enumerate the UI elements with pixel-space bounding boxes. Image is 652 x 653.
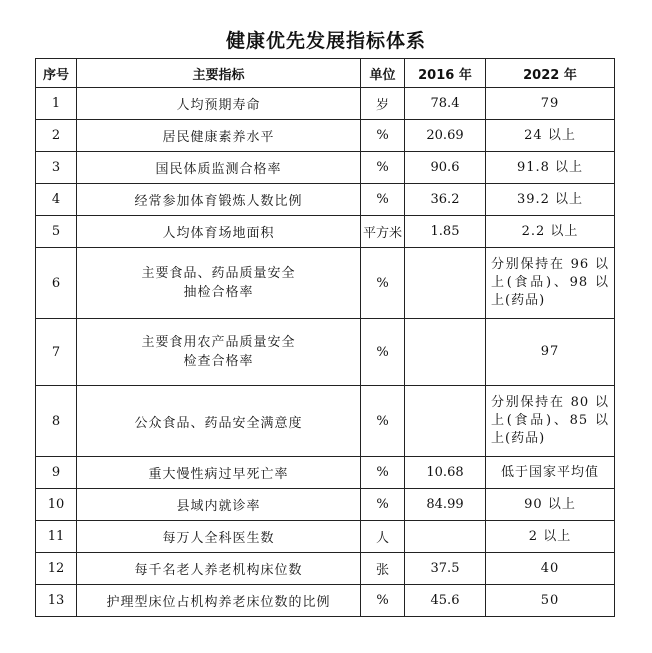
cell-2016: 10.68 <box>405 457 486 489</box>
header-name: 主要指标 <box>77 59 361 88</box>
cell-no: 3 <box>36 152 77 184</box>
cell-unit: 张 <box>361 553 405 585</box>
cell-unit: 平方米 <box>361 216 405 248</box>
cell-unit: % <box>361 585 405 617</box>
cell-no: 9 <box>36 457 77 489</box>
cell-2022: 低于国家平均值 <box>486 457 615 489</box>
cell-name: 人均预期寿命 <box>77 88 361 120</box>
cell-unit: % <box>361 319 405 386</box>
cell-2016 <box>405 248 486 319</box>
cell-no: 10 <box>36 489 77 521</box>
cell-2022: 分别保持在 80 以上(食品)、85 以上(药品) <box>486 386 615 457</box>
table-row <box>36 386 615 457</box>
header-unit: 单位 <box>361 59 405 88</box>
cell-name: 县域内就诊率 <box>77 489 361 521</box>
cell-name <box>77 319 361 386</box>
cell-2016 <box>405 386 486 457</box>
cell-2022: 90 以上 <box>486 489 615 521</box>
cell-name: 经常参加体育锻炼人数比例 <box>77 184 361 216</box>
cell-2016: 1.85 <box>405 216 486 248</box>
table-row <box>36 585 615 617</box>
table-row <box>36 216 615 248</box>
cell-name: 每万人全科医生数 <box>77 521 361 553</box>
cell-name: 人均体育场地面积 <box>77 216 361 248</box>
cell-2022: 79 <box>486 88 615 120</box>
cell-unit: % <box>361 489 405 521</box>
table-row <box>36 457 615 489</box>
table-row <box>36 88 615 120</box>
cell-2022: 40 <box>486 553 615 585</box>
table-row <box>36 489 615 521</box>
cell-no: 13 <box>36 585 77 617</box>
cell-unit: % <box>361 386 405 457</box>
cell-unit: 岁 <box>361 88 405 120</box>
cell-2022: 97 <box>486 319 615 386</box>
cell-name <box>77 248 361 319</box>
header-2022: 2022 年 <box>486 59 615 88</box>
cell-unit: % <box>361 152 405 184</box>
cell-no: 8 <box>36 386 77 457</box>
cell-unit: 人 <box>361 521 405 553</box>
cell-2022: 分别保持在 96 以上(食品)、98 以上(药品) <box>486 248 615 319</box>
table-row <box>36 184 615 216</box>
cell-no: 4 <box>36 184 77 216</box>
cell-no: 2 <box>36 120 77 152</box>
cell-unit: % <box>361 248 405 319</box>
cell-2016: 45.6 <box>405 585 486 617</box>
table-row <box>36 319 615 386</box>
cell-name-line: 主要食品、药品质量安全 <box>141 266 296 281</box>
cell-2016 <box>405 521 486 553</box>
cell-no: 1 <box>36 88 77 120</box>
table-header-row <box>36 59 615 88</box>
table-row <box>36 521 615 553</box>
table-row <box>36 248 615 319</box>
cell-name: 居民健康素养水平 <box>77 120 361 152</box>
cell-2016: 20.69 <box>405 120 486 152</box>
cell-2022: 2 以上 <box>486 521 615 553</box>
cell-name: 重大慢性病过早死亡率 <box>77 457 361 489</box>
page-title: 健康优先发展指标体系 <box>225 30 426 52</box>
cell-2016: 84.99 <box>405 489 486 521</box>
cell-name-line: 抽检合格率 <box>183 285 254 300</box>
cell-unit: % <box>361 457 405 489</box>
cell-name: 公众食品、药品安全满意度 <box>77 386 361 457</box>
cell-name: 护理型床位占机构养老床位数的比例 <box>77 585 361 617</box>
cell-no: 6 <box>36 248 77 319</box>
cell-2022: 50 <box>486 585 615 617</box>
table-row <box>36 120 615 152</box>
cell-no: 5 <box>36 216 77 248</box>
cell-no: 12 <box>36 553 77 585</box>
cell-2016: 90.6 <box>405 152 486 184</box>
header-2016: 2016 年 <box>405 59 486 88</box>
cell-name-line: 主要食用农产品质量安全 <box>141 335 296 350</box>
table-row <box>36 152 615 184</box>
cell-no: 7 <box>36 319 77 386</box>
cell-2016: 36.2 <box>405 184 486 216</box>
cell-name: 每千名老人养老机构床位数 <box>77 553 361 585</box>
cell-2022: 24 以上 <box>486 120 615 152</box>
table-row <box>36 553 615 585</box>
cell-2016: 78.4 <box>405 88 486 120</box>
cell-no: 11 <box>36 521 77 553</box>
indicator-table <box>35 58 615 617</box>
header-no: 序号 <box>36 59 77 88</box>
cell-2016: 37.5 <box>405 553 486 585</box>
cell-name: 国民体质监测合格率 <box>77 152 361 184</box>
cell-2022: 39.2 以上 <box>486 184 615 216</box>
cell-unit: % <box>361 120 405 152</box>
cell-2022: 2.2 以上 <box>486 216 615 248</box>
cell-2022: 91.8 以上 <box>486 152 615 184</box>
cell-name-line: 检查合格率 <box>183 354 254 369</box>
cell-unit: % <box>361 184 405 216</box>
cell-2016 <box>405 319 486 386</box>
